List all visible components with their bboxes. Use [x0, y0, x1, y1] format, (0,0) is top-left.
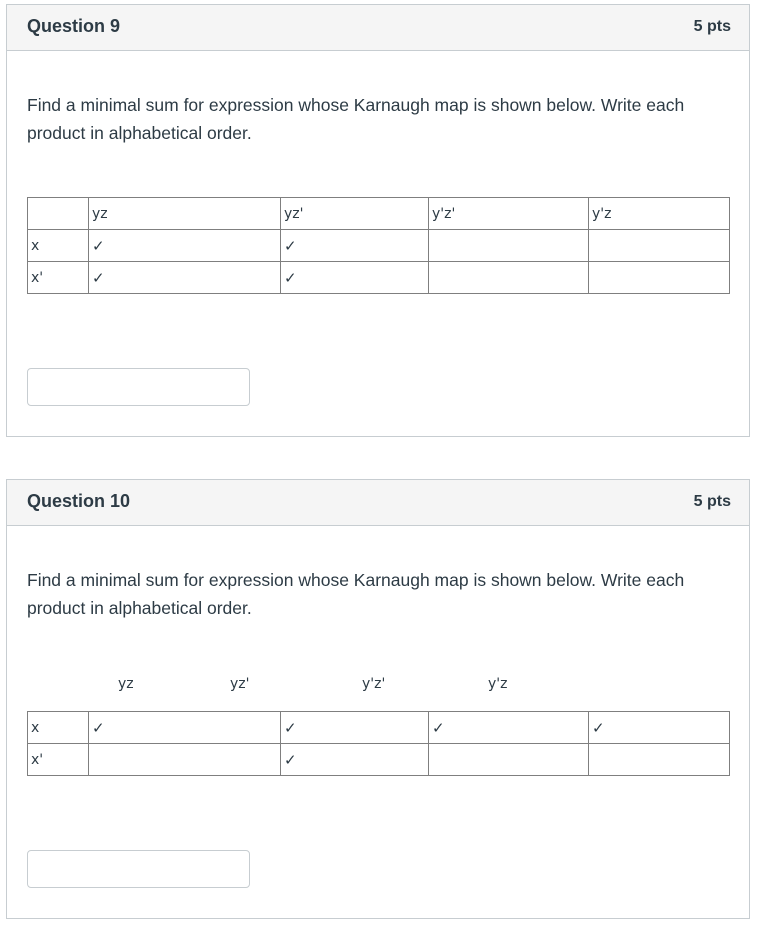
kmap-cell: ✓: [281, 262, 429, 294]
kmap-cell: ✓: [589, 712, 730, 744]
kmap-cell: ✓: [89, 712, 281, 744]
answer-input[interactable]: [27, 368, 250, 406]
question-10-card: [6, 479, 750, 919]
kmap-col-header: yz: [89, 198, 281, 230]
kmap-cell: ✓: [281, 230, 429, 262]
kmap-row: [28, 230, 730, 262]
question-header: [7, 480, 749, 526]
kmap-col-header: y'z': [429, 198, 589, 230]
kmap-cell: [589, 744, 730, 776]
kmap-row: [28, 744, 730, 776]
kmap-cell: [429, 262, 589, 294]
kmap-row-label: x: [28, 230, 89, 262]
kmap-cell: ✓: [281, 744, 429, 776]
question-9-card: [6, 4, 750, 437]
kmap-cell: [89, 744, 281, 776]
answer-input[interactable]: [27, 850, 250, 888]
kmap-col-header: yz': [281, 198, 429, 230]
kmap-header-row: [28, 198, 730, 230]
kmap-col-header: y'z': [362, 676, 386, 692]
kmap-row-label: x: [28, 712, 89, 744]
kmap-cell: [589, 230, 730, 262]
question-text: Find a minimal sum for expression whose Karnaugh map is shown below. Write each product in alphabetical order.: [27, 570, 685, 618]
question-header: [7, 5, 749, 51]
question-title: Question 9: [27, 16, 121, 36]
question-points: 5 pts: [693, 493, 731, 510]
kmap-cell: ✓: [89, 262, 281, 294]
kmap-row: [28, 262, 730, 294]
kmap-corner-cell: [28, 198, 89, 230]
kmap-cell: [429, 744, 589, 776]
question-points: 5 pts: [693, 18, 731, 35]
kmap-row: [28, 712, 730, 744]
kmap-col-header: yz': [230, 676, 250, 692]
kmap-cell: ✓: [89, 230, 281, 262]
kmap-cell: [429, 230, 589, 262]
kmap-cell: ✓: [429, 712, 589, 744]
kmap-row-label: x': [28, 744, 89, 776]
kmap-cell: [589, 262, 730, 294]
kmap-cell: ✓: [281, 712, 429, 744]
kmap-col-header: y'z: [488, 676, 508, 692]
question-title: Question 10: [27, 491, 131, 511]
kmap-col-header: y'z: [589, 198, 730, 230]
kmap-col-header: yz: [118, 676, 134, 692]
kmap-row-label: x': [28, 262, 89, 294]
kmap-column-headers: [27, 676, 729, 696]
question-text: Find a minimal sum for expression whose Karnaugh map is shown below. Write each product in alphabetical order.: [27, 95, 685, 143]
karnaugh-map-table: [27, 711, 730, 776]
karnaugh-map-table: [27, 197, 730, 294]
